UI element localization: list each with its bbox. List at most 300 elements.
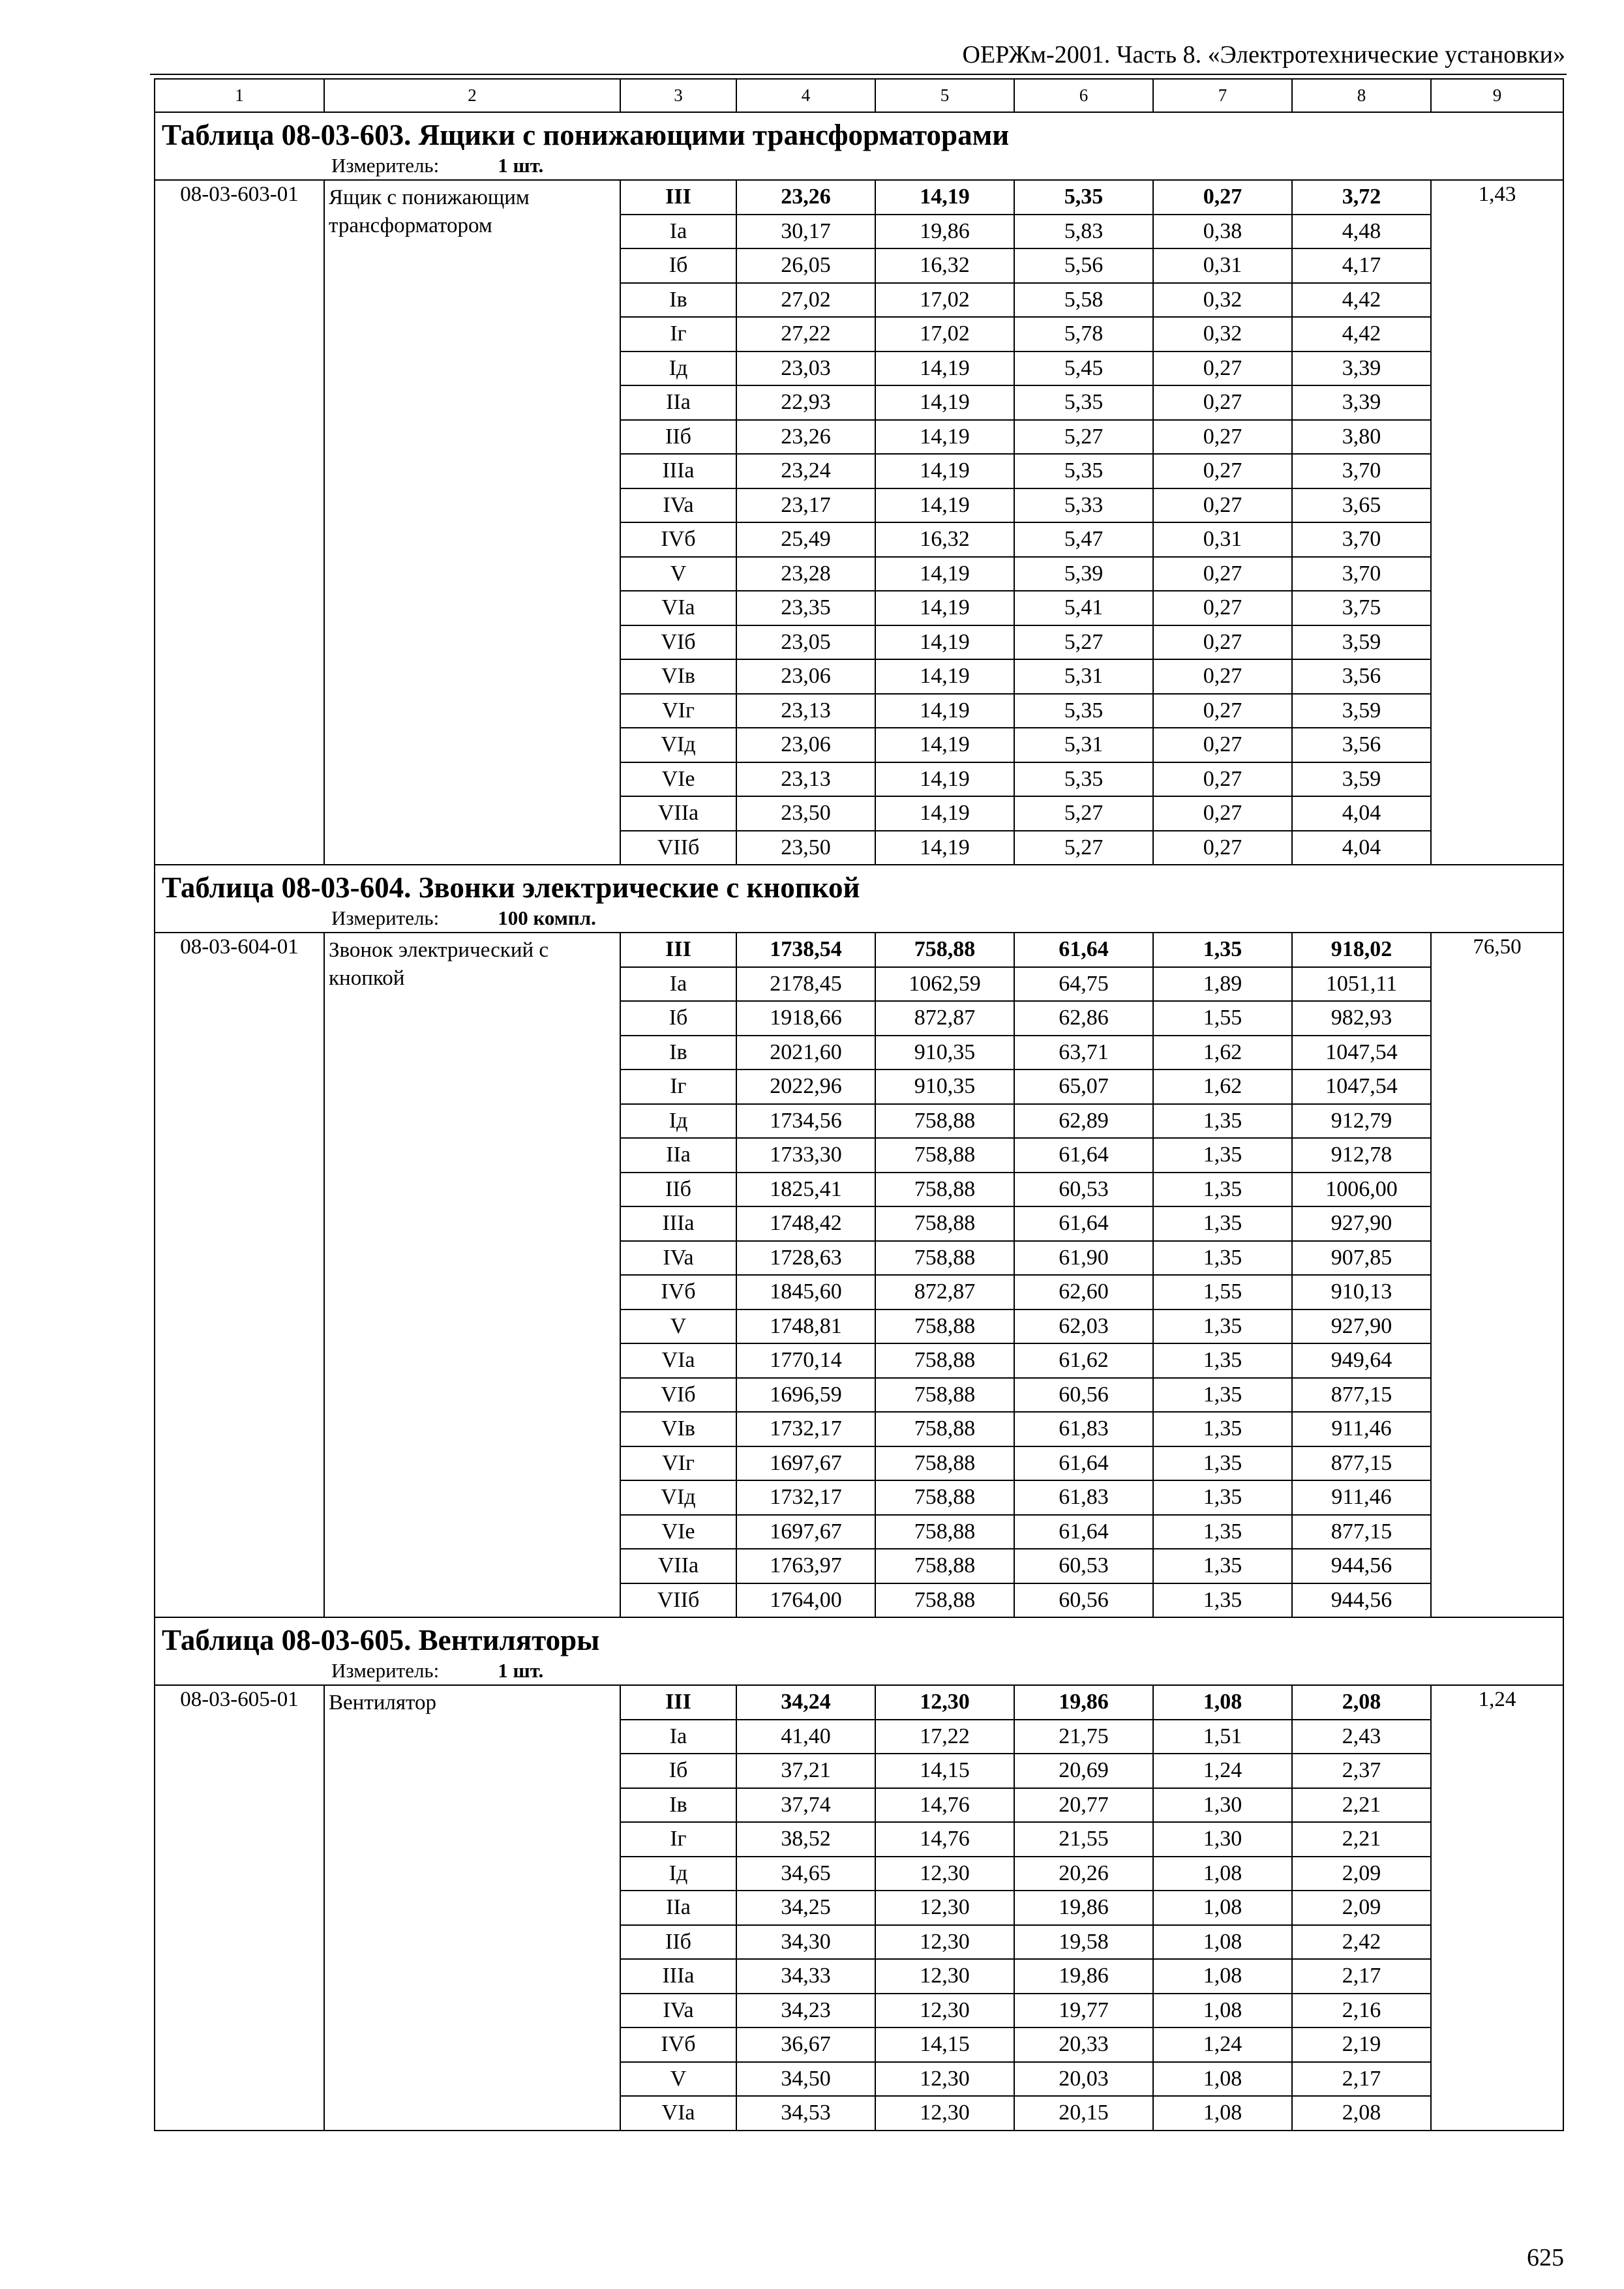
price-zone: Ia xyxy=(620,1720,736,1754)
value-cell: 19,86 xyxy=(1014,1959,1153,1994)
value-cell: 0,27 xyxy=(1153,625,1292,660)
price-zone: IIб xyxy=(620,1925,736,1960)
value-cell: 1,35 xyxy=(1153,1515,1292,1549)
rate-code: 08-03-604-01 xyxy=(155,933,324,1617)
value-cell: 2,16 xyxy=(1292,1994,1431,2028)
value-cell: 912,79 xyxy=(1292,1104,1431,1139)
price-zone: IVб xyxy=(620,1275,736,1309)
value-cell: 34,50 xyxy=(736,2062,875,2097)
value-cell: 2,21 xyxy=(1292,1822,1431,1857)
value-cell: 1697,67 xyxy=(736,1446,875,1481)
value-cell: 0,27 xyxy=(1153,694,1292,728)
value-cell: 14,19 xyxy=(875,591,1014,625)
value-cell: 0,31 xyxy=(1153,522,1292,557)
value-cell: 20,26 xyxy=(1014,1857,1153,1891)
value-cell: 1825,41 xyxy=(736,1173,875,1207)
value-cell: 910,35 xyxy=(875,1070,1014,1104)
table-title-row xyxy=(155,865,1563,904)
value-cell: 758,88 xyxy=(875,1515,1014,1549)
value-cell: 22,93 xyxy=(736,385,875,420)
table-row xyxy=(155,1685,1563,1720)
price-zone: IIб xyxy=(620,420,736,455)
value-cell: 0,27 xyxy=(1153,488,1292,523)
value-cell: 0,32 xyxy=(1153,317,1292,352)
table-row xyxy=(155,180,1563,215)
value-cell: 5,39 xyxy=(1014,557,1153,591)
value-cell: 0,27 xyxy=(1153,454,1292,488)
price-zone: VIIб xyxy=(620,1583,736,1618)
value-cell: 12,30 xyxy=(875,1994,1014,2028)
value-cell: 758,88 xyxy=(875,1309,1014,1344)
value-cell: 872,87 xyxy=(875,1001,1014,1036)
value-cell: 5,27 xyxy=(1014,796,1153,831)
value-cell: 5,33 xyxy=(1014,488,1153,523)
value-cell: 61,64 xyxy=(1014,1206,1153,1241)
rate-code: 08-03-603-01 xyxy=(155,180,324,865)
table-title-row xyxy=(155,1617,1563,1656)
price-zone: Iд xyxy=(620,1857,736,1891)
value-cell: 1728,63 xyxy=(736,1241,875,1276)
value-cell: 61,90 xyxy=(1014,1241,1153,1276)
value-cell: 64,75 xyxy=(1014,967,1153,1002)
value-cell: 758,88 xyxy=(875,1206,1014,1241)
value-cell: 1748,42 xyxy=(736,1206,875,1241)
value-cell: 1,35 xyxy=(1153,1104,1292,1139)
table-title-row xyxy=(155,112,1563,151)
value-cell: 1006,00 xyxy=(1292,1173,1431,1207)
value-cell: 1,35 xyxy=(1153,1173,1292,1207)
value-cell: 62,60 xyxy=(1014,1275,1153,1309)
column-number: 2 xyxy=(324,79,620,112)
value-cell: 3,80 xyxy=(1292,420,1431,455)
value-cell: 19,58 xyxy=(1014,1925,1153,1960)
price-zone: Ia xyxy=(620,215,736,249)
value-cell: 14,19 xyxy=(875,659,1014,694)
column-number: 9 xyxy=(1431,79,1563,112)
running-header: ОЕРЖм-2001. Часть 8. «Электротехнические установки» xyxy=(962,41,1565,68)
value-cell: 1,30 xyxy=(1153,1822,1292,1857)
value-cell: 758,88 xyxy=(875,1583,1014,1618)
value-cell: 1,62 xyxy=(1153,1070,1292,1104)
column-9-value: 1,43 xyxy=(1431,180,1563,865)
value-cell: 63,71 xyxy=(1014,1036,1153,1070)
price-zone: VIв xyxy=(620,659,736,694)
value-cell: 758,88 xyxy=(875,1104,1014,1139)
value-cell: 30,17 xyxy=(736,215,875,249)
value-cell: 14,19 xyxy=(875,385,1014,420)
value-cell: 1062,59 xyxy=(875,967,1014,1002)
value-cell: 2,17 xyxy=(1292,1959,1431,1994)
value-cell: 3,56 xyxy=(1292,659,1431,694)
item-name: Звонок электрический с кнопкой xyxy=(324,933,620,1617)
price-zone: Iг xyxy=(620,1822,736,1857)
value-cell: 23,26 xyxy=(736,420,875,455)
value-cell: 27,22 xyxy=(736,317,875,352)
value-cell: 5,35 xyxy=(1014,762,1153,797)
value-cell: 0,27 xyxy=(1153,352,1292,386)
value-cell: 758,88 xyxy=(875,1378,1014,1413)
value-cell: 927,90 xyxy=(1292,1206,1431,1241)
value-cell: 0,27 xyxy=(1153,796,1292,831)
item-name: Ящик с понижающим трансформатором xyxy=(324,180,620,865)
value-cell: 1,35 xyxy=(1153,1549,1292,1583)
value-cell: 1047,54 xyxy=(1292,1036,1431,1070)
measure-row xyxy=(155,1656,1563,1685)
price-zone: IIa xyxy=(620,1891,736,1925)
value-cell: 5,58 xyxy=(1014,283,1153,318)
value-cell: 907,85 xyxy=(1292,1241,1431,1276)
value-cell: 60,53 xyxy=(1014,1173,1153,1207)
value-cell: 17,22 xyxy=(875,1720,1014,1754)
value-cell: 912,78 xyxy=(1292,1138,1431,1173)
value-cell: 1,35 xyxy=(1153,1241,1292,1276)
page-number: 625 xyxy=(1527,2244,1564,2271)
value-cell: 4,04 xyxy=(1292,831,1431,865)
value-cell: 1,35 xyxy=(1153,1138,1292,1173)
value-cell: 758,88 xyxy=(875,1343,1014,1378)
value-cell: 4,04 xyxy=(1292,796,1431,831)
price-zone: VIa xyxy=(620,591,736,625)
value-cell: 3,59 xyxy=(1292,625,1431,660)
value-cell: 1845,60 xyxy=(736,1275,875,1309)
value-cell: 758,88 xyxy=(875,1549,1014,1583)
price-zone: IVa xyxy=(620,488,736,523)
value-cell: 5,27 xyxy=(1014,420,1153,455)
measure-value: 1 шт. xyxy=(498,1659,544,1682)
value-cell: 14,19 xyxy=(875,796,1014,831)
value-cell: 2,21 xyxy=(1292,1788,1431,1823)
price-zone: V xyxy=(620,1309,736,1344)
value-cell: 5,45 xyxy=(1014,352,1153,386)
value-cell: 19,86 xyxy=(1014,1685,1153,1720)
value-cell: 1,08 xyxy=(1153,1925,1292,1960)
measure-label: Измеритель: xyxy=(331,154,440,177)
value-cell: 910,13 xyxy=(1292,1275,1431,1309)
price-zone: IIб xyxy=(620,1173,736,1207)
value-cell: 0,31 xyxy=(1153,248,1292,283)
value-cell: 5,41 xyxy=(1014,591,1153,625)
value-cell: 2178,45 xyxy=(736,967,875,1002)
value-cell: 1,08 xyxy=(1153,1959,1292,1994)
value-cell: 911,46 xyxy=(1292,1412,1431,1446)
price-zone: VIIб xyxy=(620,831,736,865)
value-cell: 41,40 xyxy=(736,1720,875,1754)
value-cell: 25,49 xyxy=(736,522,875,557)
value-cell: 23,06 xyxy=(736,659,875,694)
value-cell: 1,08 xyxy=(1153,1891,1292,1925)
value-cell: 5,47 xyxy=(1014,522,1153,557)
value-cell: 23,26 xyxy=(736,180,875,215)
price-zone: IVa xyxy=(620,1994,736,2028)
price-zone: VIв xyxy=(620,1412,736,1446)
rate-code: 08-03-605-01 xyxy=(155,1685,324,2131)
value-cell: 1763,97 xyxy=(736,1549,875,1583)
value-cell: 3,59 xyxy=(1292,762,1431,797)
value-cell: 20,33 xyxy=(1014,2027,1153,2062)
price-zone: Ia xyxy=(620,967,736,1002)
price-zone: Iб xyxy=(620,1754,736,1788)
value-cell: 2,42 xyxy=(1292,1925,1431,1960)
value-cell: 34,24 xyxy=(736,1685,875,1720)
price-zone: VIг xyxy=(620,1446,736,1481)
value-cell: 61,64 xyxy=(1014,1446,1153,1481)
value-cell: 37,21 xyxy=(736,1754,875,1788)
value-cell: 23,13 xyxy=(736,694,875,728)
column-number-row xyxy=(155,79,1563,112)
value-cell: 61,62 xyxy=(1014,1343,1153,1378)
column-number: 7 xyxy=(1153,79,1292,112)
measure-row xyxy=(155,904,1563,933)
rates-table xyxy=(154,78,1564,2131)
measure-cell xyxy=(155,151,1563,180)
price-zone: Iд xyxy=(620,352,736,386)
price-zone: Iв xyxy=(620,283,736,318)
value-cell: 3,70 xyxy=(1292,557,1431,591)
measure-cell xyxy=(155,904,1563,933)
value-cell: 23,28 xyxy=(736,557,875,591)
value-cell: 1,08 xyxy=(1153,2096,1292,2131)
value-cell: 1770,14 xyxy=(736,1343,875,1378)
value-cell: 65,07 xyxy=(1014,1070,1153,1104)
value-cell: 910,35 xyxy=(875,1036,1014,1070)
price-zone: IIIa xyxy=(620,1959,736,1994)
value-cell: 23,50 xyxy=(736,831,875,865)
value-cell: 14,19 xyxy=(875,625,1014,660)
value-cell: 23,50 xyxy=(736,796,875,831)
value-cell: 60,53 xyxy=(1014,1549,1153,1583)
value-cell: 758,88 xyxy=(875,1138,1014,1173)
value-cell: 1047,54 xyxy=(1292,1070,1431,1104)
value-cell: 62,86 xyxy=(1014,1001,1153,1036)
value-cell: 61,64 xyxy=(1014,933,1153,967)
value-cell: 1,55 xyxy=(1153,1275,1292,1309)
measure-row xyxy=(155,151,1563,180)
item-name: Вентилятор xyxy=(324,1685,620,2131)
value-cell: 14,19 xyxy=(875,694,1014,728)
value-cell: 911,46 xyxy=(1292,1480,1431,1515)
value-cell: 5,35 xyxy=(1014,454,1153,488)
value-cell: 927,90 xyxy=(1292,1309,1431,1344)
price-zone: VIa xyxy=(620,1343,736,1378)
price-zone: VIб xyxy=(620,1378,736,1413)
value-cell: 758,88 xyxy=(875,1446,1014,1481)
value-cell: 5,83 xyxy=(1014,215,1153,249)
value-cell: 34,30 xyxy=(736,1925,875,1960)
value-cell: 758,88 xyxy=(875,1241,1014,1276)
value-cell: 14,19 xyxy=(875,454,1014,488)
value-cell: 19,77 xyxy=(1014,1994,1153,2028)
value-cell: 14,19 xyxy=(875,762,1014,797)
value-cell: 4,42 xyxy=(1292,283,1431,318)
price-zone: IVб xyxy=(620,522,736,557)
value-cell: 2,43 xyxy=(1292,1720,1431,1754)
value-cell: 12,30 xyxy=(875,1891,1014,1925)
value-cell: 14,76 xyxy=(875,1822,1014,1857)
value-cell: 1,35 xyxy=(1153,1206,1292,1241)
value-cell: 0,27 xyxy=(1153,420,1292,455)
value-cell: 12,30 xyxy=(875,2096,1014,2131)
value-cell: 1,08 xyxy=(1153,2062,1292,2097)
value-cell: 14,15 xyxy=(875,2027,1014,2062)
value-cell: 20,15 xyxy=(1014,2096,1153,2131)
value-cell: 1732,17 xyxy=(736,1480,875,1515)
value-cell: 38,52 xyxy=(736,1822,875,1857)
value-cell: 5,35 xyxy=(1014,694,1153,728)
value-cell: 0,27 xyxy=(1153,659,1292,694)
price-zone: Iд xyxy=(620,1104,736,1139)
value-cell: 944,56 xyxy=(1292,1583,1431,1618)
price-zone: VIг xyxy=(620,694,736,728)
column-9-value: 76,50 xyxy=(1431,933,1563,1617)
value-cell: 1,08 xyxy=(1153,1685,1292,1720)
value-cell: 23,06 xyxy=(736,728,875,762)
value-cell: 2,08 xyxy=(1292,1685,1431,1720)
value-cell: 5,31 xyxy=(1014,728,1153,762)
price-zone: VIIa xyxy=(620,1549,736,1583)
value-cell: 14,19 xyxy=(875,557,1014,591)
value-cell: 1,35 xyxy=(1153,1446,1292,1481)
value-cell: 1,35 xyxy=(1153,1412,1292,1446)
value-cell: 20,69 xyxy=(1014,1754,1153,1788)
value-cell: 16,32 xyxy=(875,248,1014,283)
price-zone: IVб xyxy=(620,2027,736,2062)
value-cell: 26,05 xyxy=(736,248,875,283)
value-cell: 1,51 xyxy=(1153,1720,1292,1754)
value-cell: 1,24 xyxy=(1153,1754,1292,1788)
value-cell: 34,33 xyxy=(736,1959,875,1994)
table-title: Таблица 08-03-603. Ящики с понижающими трансформаторами xyxy=(155,112,1563,151)
value-cell: 1748,81 xyxy=(736,1309,875,1344)
price-zone: VIIa xyxy=(620,796,736,831)
value-cell: 21,55 xyxy=(1014,1822,1153,1857)
price-zone: VIa xyxy=(620,2096,736,2131)
value-cell: 1,62 xyxy=(1153,1036,1292,1070)
value-cell: 0,27 xyxy=(1153,180,1292,215)
value-cell: 3,70 xyxy=(1292,522,1431,557)
value-cell: 14,19 xyxy=(875,180,1014,215)
value-cell: 5,27 xyxy=(1014,625,1153,660)
value-cell: 20,77 xyxy=(1014,1788,1153,1823)
value-cell: 4,42 xyxy=(1292,317,1431,352)
measure-label: Измеритель: xyxy=(331,1659,440,1682)
value-cell: 0,27 xyxy=(1153,728,1292,762)
value-cell: 0,27 xyxy=(1153,831,1292,865)
value-cell: 872,87 xyxy=(875,1275,1014,1309)
value-cell: 20,03 xyxy=(1014,2062,1153,2097)
header-rule xyxy=(150,74,1567,75)
value-cell: 4,48 xyxy=(1292,215,1431,249)
price-zone: III xyxy=(620,180,736,215)
value-cell: 61,83 xyxy=(1014,1412,1153,1446)
value-cell: 3,39 xyxy=(1292,352,1431,386)
measure-cell xyxy=(155,1656,1563,1685)
value-cell: 12,30 xyxy=(875,2062,1014,2097)
value-cell: 1918,66 xyxy=(736,1001,875,1036)
price-zone: IIa xyxy=(620,385,736,420)
column-number: 4 xyxy=(736,79,875,112)
value-cell: 1,35 xyxy=(1153,1343,1292,1378)
value-cell: 23,03 xyxy=(736,352,875,386)
price-zone: VIб xyxy=(620,625,736,660)
value-cell: 34,65 xyxy=(736,1857,875,1891)
column-number: 8 xyxy=(1292,79,1431,112)
table-body xyxy=(155,79,1563,2131)
value-cell: 4,17 xyxy=(1292,248,1431,283)
value-cell: 0,32 xyxy=(1153,283,1292,318)
value-cell: 3,72 xyxy=(1292,180,1431,215)
value-cell: 19,86 xyxy=(875,215,1014,249)
value-cell: 3,39 xyxy=(1292,385,1431,420)
value-cell: 19,86 xyxy=(1014,1891,1153,1925)
value-cell: 12,30 xyxy=(875,1925,1014,1960)
value-cell: 3,59 xyxy=(1292,694,1431,728)
price-zone: VIд xyxy=(620,728,736,762)
value-cell: 23,35 xyxy=(736,591,875,625)
value-cell: 2,09 xyxy=(1292,1857,1431,1891)
value-cell: 2,08 xyxy=(1292,2096,1431,2131)
value-cell: 0,38 xyxy=(1153,215,1292,249)
price-zone: V xyxy=(620,557,736,591)
value-cell: 3,56 xyxy=(1292,728,1431,762)
price-zone: Iв xyxy=(620,1036,736,1070)
value-cell: 3,65 xyxy=(1292,488,1431,523)
value-cell: 17,02 xyxy=(875,317,1014,352)
value-cell: 1,35 xyxy=(1153,1309,1292,1344)
value-cell: 14,19 xyxy=(875,352,1014,386)
value-cell: 0,27 xyxy=(1153,762,1292,797)
value-cell: 1,30 xyxy=(1153,1788,1292,1823)
table-title: Таблица 08-03-604. Звонки электрические с кнопкой xyxy=(155,865,1563,904)
value-cell: 1738,54 xyxy=(736,933,875,967)
value-cell: 758,88 xyxy=(875,1412,1014,1446)
value-cell: 1,55 xyxy=(1153,1001,1292,1036)
value-cell: 5,56 xyxy=(1014,248,1153,283)
price-zone: Iб xyxy=(620,248,736,283)
value-cell: 34,53 xyxy=(736,2096,875,2131)
value-cell: 14,19 xyxy=(875,831,1014,865)
value-cell: 1051,11 xyxy=(1292,967,1431,1002)
value-cell: 14,19 xyxy=(875,488,1014,523)
table-title: Таблица 08-03-605. Вентиляторы xyxy=(155,1617,1563,1656)
value-cell: 23,05 xyxy=(736,625,875,660)
value-cell: 918,02 xyxy=(1292,933,1431,967)
value-cell: 1,24 xyxy=(1153,2027,1292,2062)
value-cell: 23,17 xyxy=(736,488,875,523)
value-cell: 1,35 xyxy=(1153,1583,1292,1618)
price-zone: VIe xyxy=(620,1515,736,1549)
value-cell: 61,64 xyxy=(1014,1138,1153,1173)
value-cell: 21,75 xyxy=(1014,1720,1153,1754)
price-zone: Iв xyxy=(620,1788,736,1823)
value-cell: 12,30 xyxy=(875,1685,1014,1720)
value-cell: 5,27 xyxy=(1014,831,1153,865)
value-cell: 1,35 xyxy=(1153,1480,1292,1515)
table-row xyxy=(155,933,1563,967)
value-cell: 14,19 xyxy=(875,728,1014,762)
value-cell: 23,24 xyxy=(736,454,875,488)
price-zone: Iг xyxy=(620,1070,736,1104)
value-cell: 2022,96 xyxy=(736,1070,875,1104)
value-cell: 758,88 xyxy=(875,933,1014,967)
value-cell: 1,35 xyxy=(1153,1378,1292,1413)
value-cell: 2021,60 xyxy=(736,1036,875,1070)
measure-value: 100 компл. xyxy=(498,906,596,929)
value-cell: 758,88 xyxy=(875,1480,1014,1515)
value-cell: 758,88 xyxy=(875,1173,1014,1207)
value-cell: 1734,56 xyxy=(736,1104,875,1139)
price-zone: IVa xyxy=(620,1241,736,1276)
value-cell: 61,83 xyxy=(1014,1480,1153,1515)
